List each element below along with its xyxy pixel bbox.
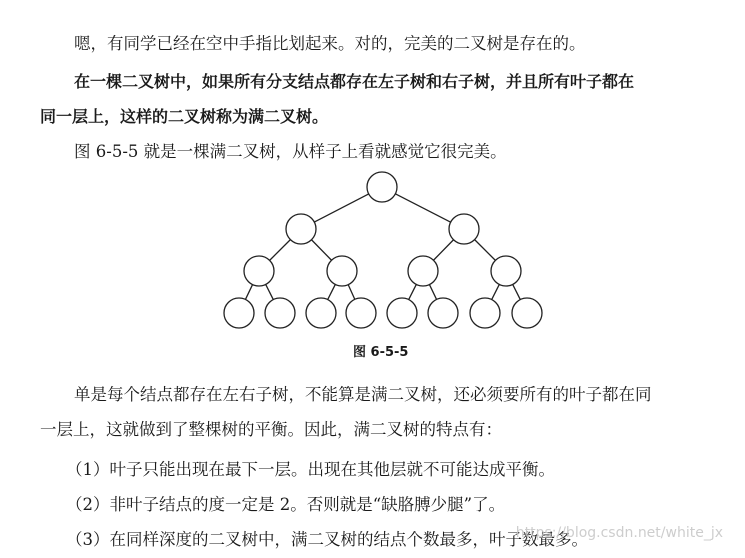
tree-node [367,172,397,202]
tree-edge [348,285,355,300]
tree-node [224,298,254,328]
tree-node [265,298,295,328]
tree-node [244,256,274,286]
tree-node [512,298,542,328]
tree-edge [311,240,331,261]
tree-edge [395,194,450,222]
definition-line-1: 在一棵二叉树中，如果所有分支结点都存在左子树和右子树，并且所有叶子都在 [74,72,635,91]
definition-paragraph [40,64,730,134]
tree-edge [429,285,436,300]
tree-node [470,298,500,328]
watermark-text: https://blog.csdn.net/white_jx [515,525,723,541]
tree-edge [513,284,521,299]
figure-caption: 图 6-5-5 [353,345,409,360]
tree-edge [270,240,291,261]
list-item-1: （1）叶子只能出现在最下一层。出现在其他层就不可能达成平衡。 [66,460,555,479]
tree-node [387,298,417,328]
tree-edge [492,284,500,299]
tree-node [449,214,479,244]
tree-edge [245,285,252,300]
tree-edge [433,240,453,261]
body-line-2: 一层上，这就做到了整棵树的平衡。因此，满二叉树的特点有： [40,420,502,439]
tree-node [306,298,336,328]
tree-node [327,256,357,286]
tree-edge [266,284,274,299]
tree-node [428,298,458,328]
tree-edge [409,284,417,299]
tree-node [346,298,376,328]
intro-text: 嗯，有同学已经在空中手指比划起来。对的，完美的二叉树是存在的。 [74,34,586,53]
tree-edge [475,240,496,261]
list-item-2: （2）非叶子结点的度一定是 2。否则就是“缺胳膊少腿”了。 [66,495,506,514]
definition-line-2: 同一层上，这样的二叉树称为满二叉树。 [40,107,329,126]
tree-edge [328,284,336,299]
tree-node [408,256,438,286]
tree-node [491,256,521,286]
list-item-3: （3）在同样深度的二叉树中，满二叉树的结点个数最多，叶子数最多。 [66,530,588,549]
tree-edge [314,194,368,222]
intro-paragraph [40,26,730,61]
figure-reference-paragraph [40,134,730,169]
body-paragraph [40,377,730,447]
figure-reference-text: 图 6-5-5 就是一棵满二叉树，从样子上看就感觉它很完美。 [74,142,507,161]
tree-node [286,214,316,244]
body-line-1: 单是每个结点都存在左右子树，不能算是满二叉树，还必须要所有的叶子都在同 [74,385,652,404]
